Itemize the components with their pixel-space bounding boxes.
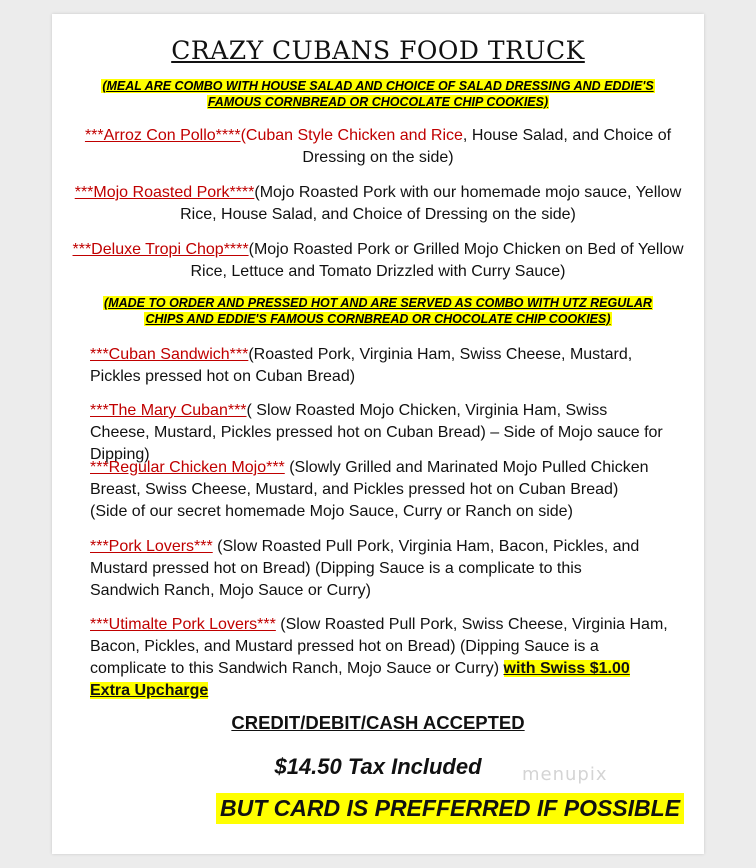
sandwich-item-cuban [90,344,650,388]
sandwich-item-regular-chicken-mojo [90,457,660,523]
payment-methods: CREDIT/DEBIT/CASH ACCEPTED [231,712,525,733]
meal-item-arroz-con-pollo [72,125,684,169]
sandwich-combo-note-line2: CHIPS AND EDDIE'S FAMOUS CORNBREAD OR CHOCOLATE CHIP COOKIES) [145,312,611,326]
menu-page [52,14,704,854]
menupix-watermark: menupix [522,764,608,785]
sandwich-item-desc: (Slowly Grilled and Marinated Mojo Pulled Chicken Breast, Swiss Cheese, Mustard, and Pickles pressed hot on Cuban Bread) (Side of our secret homemade Mojo Sauce, Curry or Ranch on side) [90,459,649,520]
sandwich-item-desc: ( Slow Roasted Mojo Chicken, Virginia Ham, Swiss Cheese, Mustard, Pickles pressed hot on Cuban Bread) – Side of Mojo sauce for Dipping) [90,402,663,463]
sandwich-item-name: ***Cuban Sandwich*** [90,346,249,363]
sandwich-item-desc: (Slow Roasted Pull Pork, Virginia Ham, Bacon, Pickles, and Mustard pressed hot on Bread) (Dipping Sauce is a complicate to this Sandwich Ranch, Mojo Sauce or Curry) [90,538,640,599]
sandwich-item-desc: (Slow Roasted Pull Pork, Swiss Cheese, Virginia Ham, Bacon, Pickles, and Mustard pressed hot on Bread) (Dipping Sauce is a complicate to this Sandwich Ranch, Mojo Sauce or Curry) [90,616,668,677]
meal-combo-note-line1: (MEAL ARE COMBO WITH HOUSE SALAD AND CHOICE OF SALAD DRESSING AND EDDIE'S [102,79,654,93]
swiss-upcharge-note: with Swiss $1.00 Extra Upcharge [90,660,630,699]
meal-item-desc: (Mojo Roasted Pork or Grilled Mojo Chicken on Bed of Yellow Rice, Lettuce and Tomato Drizzled with Curry Sauce) [190,241,684,280]
sandwich-combo-note-line1: (MADE TO ORDER AND PRESSED HOT AND ARE SERVED AS COMBO WITH UTZ REGULAR [104,296,652,310]
meal-item-mojo-roasted-pork [72,182,684,226]
card-preferred-note: BUT CARD IS PREFFERRED IF POSSIBLE [216,793,684,824]
meal-item-desc: , House Salad, and Choice of Dressing on the side) [302,127,672,166]
sandwich-item-name: ***Pork Lovers*** [90,538,213,555]
price-note: $14.50 Tax Included [274,754,482,779]
meal-item-name: ***Deluxe Tropi Chop**** [72,241,249,258]
sandwich-combo-note [52,295,704,327]
sandwich-item-pork-lovers [90,536,650,602]
sandwich-item-name: ***Regular Chicken Mojo*** [90,459,285,476]
meal-item-desc: (Mojo Roasted Pork with our homemade mojo sauce, Yellow Rice, House Salad, and Choice of Dressing on the side) [180,184,682,223]
sandwich-item-desc: (Roasted Pork, Virginia Ham, Swiss Cheese, Mustard, Pickles pressed hot on Cuban Bread) [90,346,633,385]
meal-item-name: ***Mojo Roasted Pork**** [74,184,255,201]
meal-combo-note [52,78,704,110]
page-title: CRAZY CUBANS FOOD TRUCK [171,36,585,65]
sandwich-item-name: ***The Mary Cuban*** [90,402,247,419]
meal-item-deluxe-tropi-chop [72,239,684,283]
sandwich-item-name: ***Utimalte Pork Lovers*** [90,616,276,633]
meal-item-name: ***Arroz Con Pollo**** [84,127,241,144]
meal-item-desc-highlight: (Cuban Style Chicken and Rice [240,127,463,144]
meal-combo-note-line2: FAMOUS CORNBREAD OR CHOCOLATE CHIP COOKIES) [207,95,549,109]
sandwich-item-ultimate-pork-lovers [90,614,670,702]
